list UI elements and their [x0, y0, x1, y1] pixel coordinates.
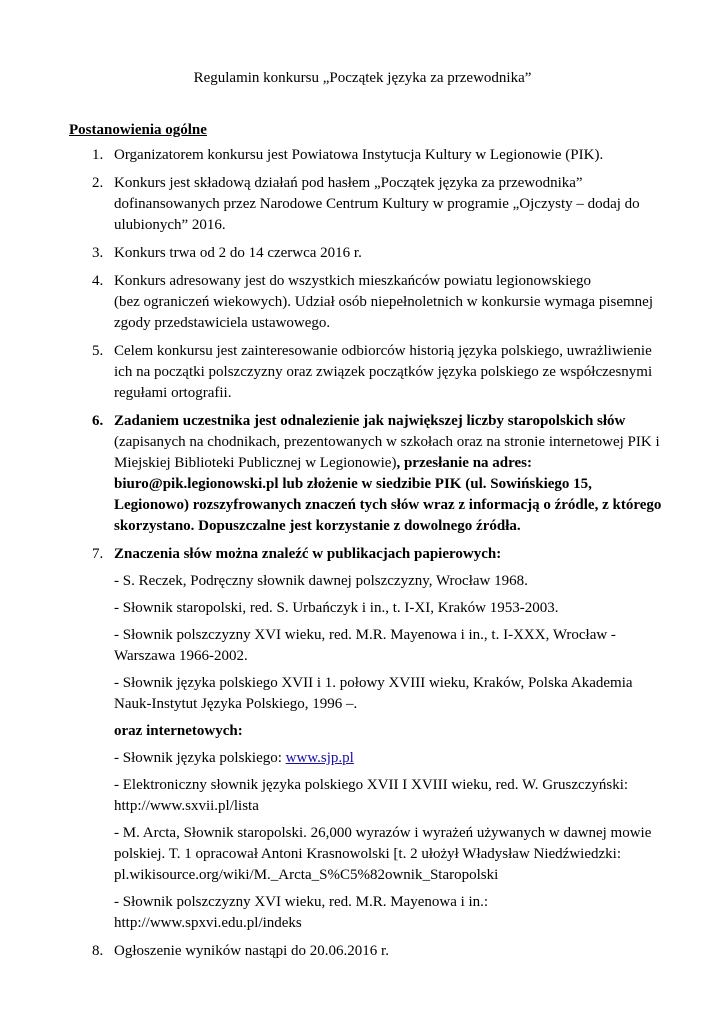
- list-item: [0, 544, 725, 934]
- item-number: 3.: [92, 245, 104, 261]
- list-item: [0, 941, 725, 962]
- online-source: - Elektroniczny słownik języka polskiego XVII I XVIII wieku, red. W. Gruszczyński: http://www.sxvii.pl/lista: [114, 777, 629, 814]
- list-item: [0, 411, 725, 537]
- item-text: Konkurs trwa od 2 do 14 czerwca 2016 r.: [114, 245, 362, 261]
- item-number: 8.: [92, 943, 104, 959]
- sources-heading: Znaczenia słów można znaleźć w publikacjach papierowych:: [114, 546, 502, 562]
- online-source: [114, 748, 669, 769]
- item-text-line: Konkurs adresowany jest do wszystkich mieszkańców powiatu legionowskiego: [114, 273, 591, 289]
- item-text: Ogłoszenie wyników nastąpi do 20.06.2016 r.: [114, 943, 389, 959]
- item-number: 7.: [92, 546, 104, 562]
- task-bold-text: Zadaniem uczestnika jest odnalezienie jak największej liczby staropolskich słów: [114, 413, 626, 429]
- item-number: 1.: [92, 147, 104, 163]
- item-text: Konkurs jest składową działań pod hasłem „Początek języka za przewodnika” dofinansowanych przez Narodowe Centrum Kultury w programie „Ojczysty – dodaj do ulubionych” 2016.: [114, 175, 640, 233]
- item-number: 6.: [92, 413, 104, 429]
- online-source: - M. Arcta, Słownik staropolski. 26,000 wyrazów i wyrażeń używanych w dawnej mowie polskiej. T. 1 opracował Antoni Krasnowolski [t. 2 ułożył Władysław Niedźwiedzki: pl.wikisource.org/wiki/M._Arcta_S%C5%82ownik_Staropolski: [114, 825, 652, 883]
- item-text-line: (bez ograniczeń wiekowych). Udział osób niepełnoletnich w konkursie wymaga pisemnej zgody przedstawiciela ustawowego.: [114, 294, 653, 331]
- item-text: Organizatorem konkursu jest Powiatowa Instytucja Kultury w Legionowie (PIK).: [114, 147, 604, 163]
- sjp-link[interactable]: www.sjp.pl: [285, 750, 354, 766]
- paper-source: - Słownik staropolski, red. S. Urbańczyk i in., t. I-XI, Kraków 1953-2003.: [114, 600, 559, 616]
- list-item: [0, 145, 725, 166]
- online-sources-heading: oraz internetowych:: [114, 723, 243, 739]
- item-number: 5.: [92, 343, 104, 359]
- online-source-prefix: - Słownik języka polskiego:: [114, 750, 286, 766]
- item-number: 2.: [92, 175, 104, 191]
- list-item: [0, 271, 725, 334]
- list-item: [0, 173, 725, 236]
- task-normal-text: (zapisanych na chodnikach, prezentowanych w szkołach oraz na stronie internetowej PIK i Miejskiej Biblioteki Publicznej w Legionowie): [114, 434, 660, 471]
- paper-source: - Słownik języka polskiego XVII i 1. połowy XVIII wieku, Kraków, Polska Akademia Nauk-Instytut Języka Polskiego, 1996 –.: [114, 675, 633, 712]
- paper-source: - S. Reczek, Podręczny słownik dawnej polszczyzny, Wrocław 1968.: [114, 573, 528, 589]
- paper-source: - Słownik polszczyzny XVI wieku, red. M.R. Mayenowa i in., t. I-XXX, Wrocław -Warszawa 1966-2002.: [114, 627, 616, 664]
- task-submission-text: , przesłanie na adres: biuro@pik.legionowski.pl lub złożenie w siedzibie PIK (ul. Sowińskiego 15, Legionowo) rozszyfrowanych znaczeń tych słów wraz z informacją o źródle, z którego skorzystano. Dopuszczalne jest korzystanie z dowolnego źródła.: [114, 455, 662, 534]
- rules-list: [0, 145, 725, 969]
- online-source: - Słownik polszczyzny XVI wieku, red. M.R. Mayenowa i in.: http://www.spxvi.edu.pl/indeks: [114, 894, 489, 931]
- section-heading: Postanowienia ogólne: [69, 122, 207, 138]
- item-text: Celem konkursu jest zainteresowanie odbiorców historią języka polskiego, uwrażliwienie ich na początki polszczyzny oraz związek początków języka polskiego ze współczesnymi regułami ortografii.: [114, 343, 653, 401]
- item-text: [114, 411, 669, 537]
- item-number: 4.: [92, 273, 104, 289]
- document-title: Regulamin konkursu „Początek języka za przewodnika”: [193, 70, 532, 86]
- list-item: [0, 243, 725, 264]
- list-item: [0, 341, 725, 404]
